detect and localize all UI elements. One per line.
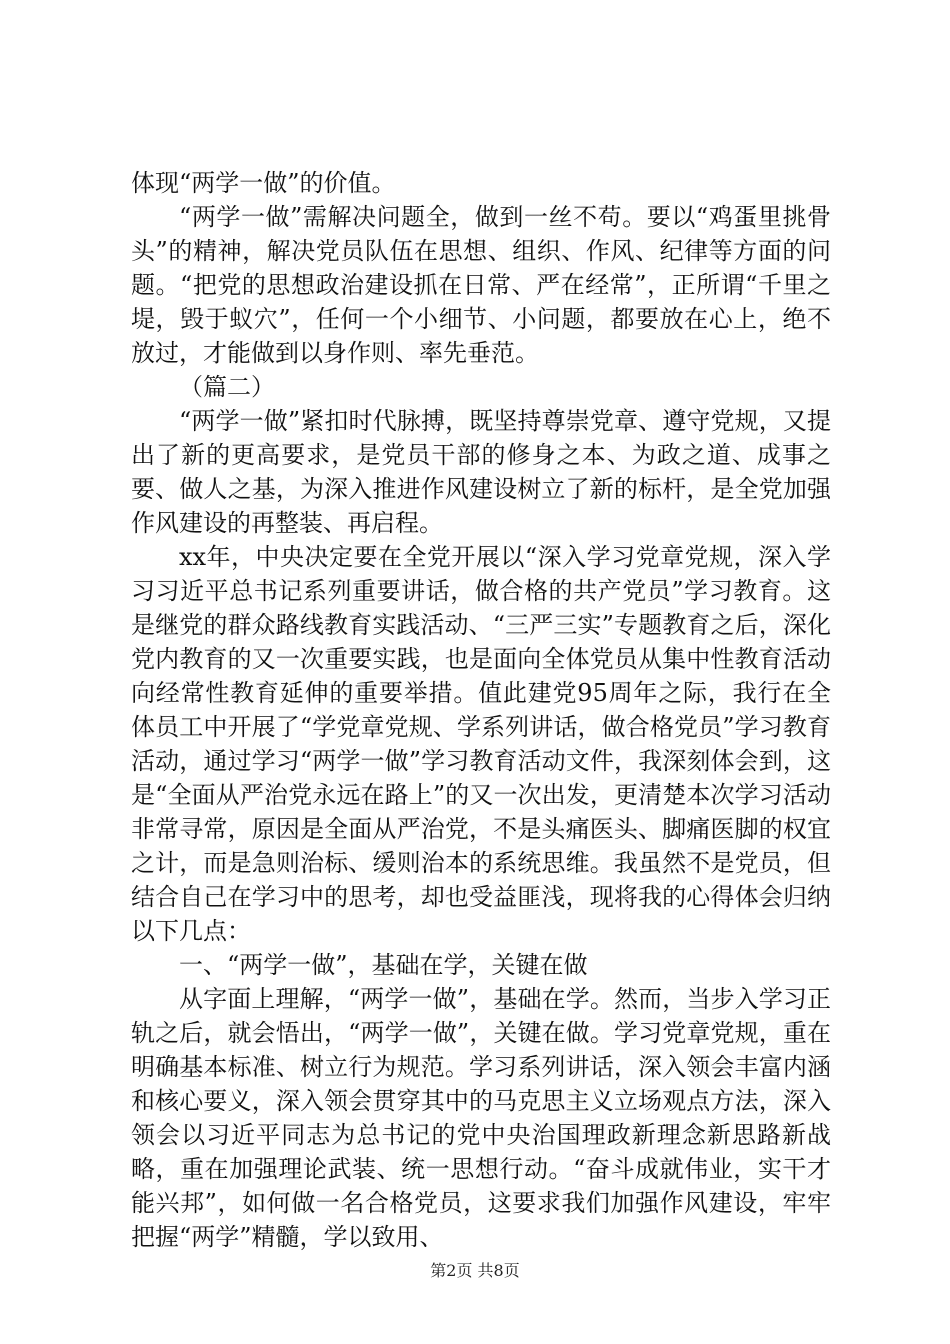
paragraph: “两学一做”紧扣时代脉搏，既坚持尊崇党章、遵守党规，又提出了新的更高要求，是党员干部的修身之本、为政之道、成事之要、做人之基，为深入推进作风建设树立了新的标杆，是全党加强作风建设的再整装、再启程。 (131, 407, 831, 537)
page-number: 第2页 共8页 (430, 1261, 520, 1280)
section-heading: （篇二） (179, 373, 275, 401)
document-body (131, 166, 831, 1254)
paragraph: 从字面上理解，“两学一做”，基础在学。然而，当步入学习正轨之后，就会悟出，“两学一做”，关键在做。学习党章党规，重在明确基本标准、树立行为规范。学习系列讲话，深入领会丰富内涵和核心要义，深入领会贯穿其中的马克思主义立场观点方法，深入领会以习近平同志为总书记的党中央治国理政新理念新思路新战略，重在加强理论武装、统一思想行动。“奋斗成就伟业，实干才能兴邦”，如何做一名合格党员，这要求我们加强作风建设，牢牢把握“两学”精髓，学以致用、 (131, 985, 831, 1251)
paragraph: xx年，中央决定要在全党开展以“深入学习党章党规，深入学习习近平总书记系列重要讲话，做合格的共产党员”学习教育。这是继党的群众路线教育实践活动、“三严三实”专题教育之后，深化党内教育的又一次重要实践，也是面向全体党员从集中性教育活动向经常性教育延伸的重要举措。值此建党95周年之际，我行在全体员工中开展了“学党章党规、学系列讲话，做合格党员”学习教育活动，通过学习“两学一做”学习教育活动文件，我深刻体会到，这是“全面从严治党永远在路上”的又一次出发，更清楚本次学习活动非常寻常，原因是全面从严治党，不是头痛医头、脚痛医脚的权宜之计，而是急则治标、缓则治本的系统思维。我虽然不是党员，但结合自己在学习中的思考，却也受益匪浅，现将我的心得体会归纳以下几点： (131, 543, 831, 945)
paragraph-continuation: 体现“两学一做”的价值。 (131, 169, 396, 197)
subsection-heading: 一、“两学一做”，基础在学，关键在做 (179, 951, 588, 979)
paragraph: “两学一做”需解决问题全，做到一丝不苟。要以“鸡蛋里挑骨头”的精神，解决党员队伍在思想、组织、作风、纪律等方面的问题。“把党的思想政治建设抓在日常、严在经常”，正所谓“千里之堤，毁于蚁穴”，任何一个小细节、小问题，都要放在心上，绝不放过，才能做到以身作则、率先垂范。 (131, 203, 831, 367)
